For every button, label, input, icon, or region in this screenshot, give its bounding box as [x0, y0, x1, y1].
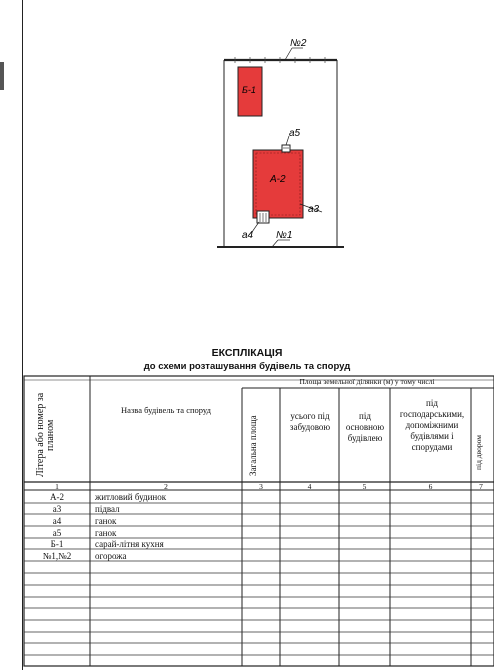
row-letter: а3 — [52, 504, 62, 514]
table-subtitle: до схеми розташування будівель та споруд — [143, 361, 351, 372]
row-name: сарай-літня кухня — [95, 539, 164, 549]
label-a3: а3 — [308, 204, 320, 215]
row-name: огорожа — [95, 551, 127, 561]
col-number-1: 1 — [55, 482, 59, 491]
label-a4: а4 — [242, 230, 254, 241]
row-name: ганок — [95, 516, 117, 526]
row-letter: Б-1 — [50, 539, 64, 549]
col-number-2: 2 — [164, 482, 168, 491]
header-letter: Літера або номер за планом — [35, 392, 56, 478]
table-title: ЕКСПЛІКАЦІЯ — [211, 347, 283, 359]
col-number-7: 7 — [479, 482, 483, 491]
row-letter: А-2 — [50, 492, 64, 502]
col-number-4: 4 — [307, 482, 312, 491]
label-n2: №2 — [290, 38, 307, 49]
row-letter: а4 — [52, 516, 62, 526]
label-b1: Б-1 — [242, 85, 256, 95]
header-yard: під двором — [474, 435, 483, 471]
col-number-6: 6 — [428, 482, 433, 491]
col-number-5: 5 — [362, 482, 367, 491]
row-letter: а5 — [52, 528, 62, 538]
row-letter: №1,№2 — [42, 551, 72, 561]
header-main-building: під основною будівлею — [345, 411, 385, 443]
col-number-3: 3 — [259, 482, 263, 491]
header-built-total: усього під забудовою — [289, 411, 331, 432]
header-outbuildings: під господарськими, допоміжними будівлями і спорудами — [399, 398, 465, 452]
header-name: Назва будівель та споруд — [121, 405, 211, 415]
label-a2: А-2 — [270, 174, 286, 185]
row-name: житловий будинок — [95, 492, 167, 502]
row-name: ганок — [95, 528, 117, 538]
header-area-group: Площа земельної ділянки (м) у тому числі — [299, 377, 435, 386]
header-total-area: Загальна площа — [248, 415, 258, 477]
label-a5: а5 — [289, 128, 301, 139]
label-n1: №1 — [276, 230, 293, 241]
row-name: підвал — [95, 504, 120, 514]
